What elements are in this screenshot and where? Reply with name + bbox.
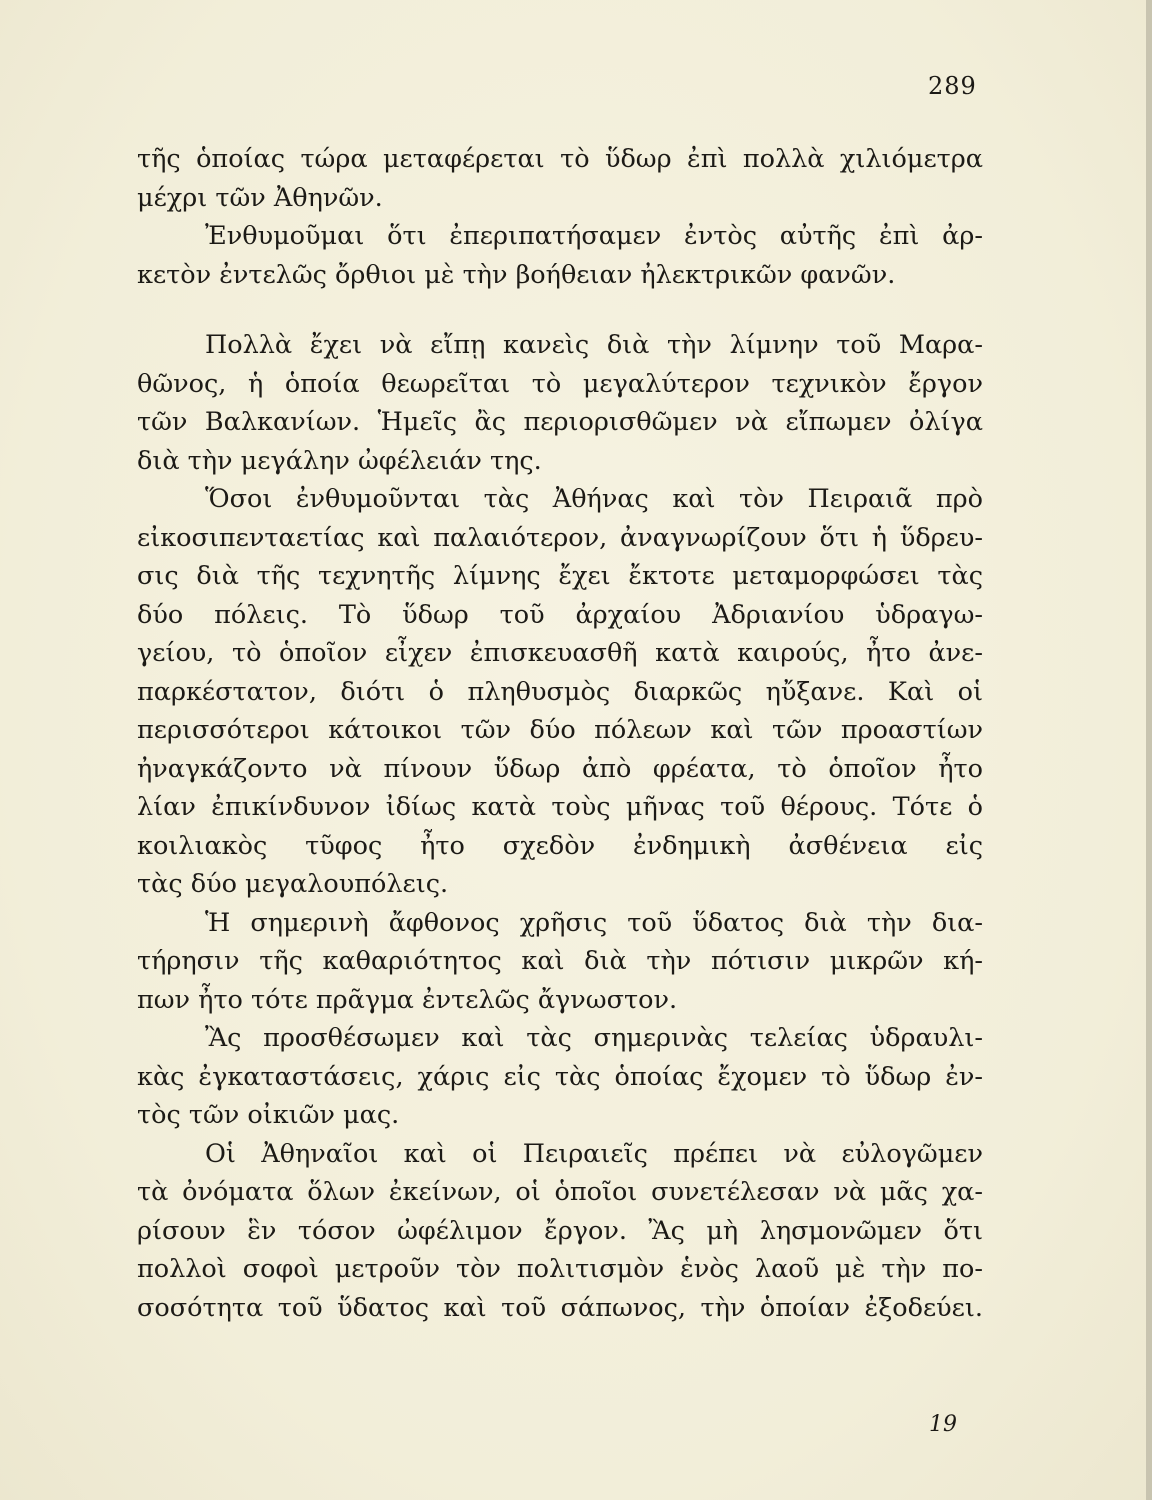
text-line: Ἡ σημερινὴ ἄφθονος χρῆσις τοῦ ὕδατος διὰ τὴν δια- [205,907,983,938]
text-line: σοσότητα τοῦ ὕδατος καὶ τοῦ σάπωνος, τὴν ὁποίαν ἐξοδεύει. [137,1292,983,1323]
text-line: κὰς ἐγκαταστάσεις, χάρις εἰς τὰς ὁποίας ἔχομεν τὸ ὕδωρ ἐν- [137,1061,983,1092]
text-line: παρκέστατον, διότι ὁ πληθυσμὸς διαρκῶς ηὔξανε. Καὶ οἱ [137,676,983,707]
text-line: κετὸν ἐντελῶς ὄρθιοι μὲ τὴν βοήθειαν ἠλεκτρικῶν φανῶν. [137,259,896,290]
text-line: εἰκοσιπενταετίας καὶ παλαιότερον, ἀναγνωρίζουν ὅτι ἡ ὕδρευ- [137,522,983,553]
text-line: Ὅσοι ἐνθυμοῦνται τὰς Ἀθήνας καὶ τὸν Πειραιᾶ πρὸ [205,484,983,514]
text-line: περισσότεροι κάτοικοι τῶν δύο πόλεων καὶ τῶν προαστίων [137,715,983,745]
text-line: τῶν Βαλκανίων. Ἡμεῖς ἂς περιορισθῶμεν νὰ εἴπωμεν ὀλίγα [137,407,983,437]
page-edge [1146,0,1152,1500]
text-line: τήρησιν τῆς καθαριότητος καὶ διὰ τὴν πότισιν μικρῶν κή- [137,946,983,976]
text-line: Πολλὰ ἔχει νὰ εἴπῃ κανεὶς διὰ τὴν λίμνην τοῦ Μαρα- [205,330,983,360]
page-number: 289 [928,72,977,100]
text-line: τὰς δύο μεγαλουπόλεις. [137,869,449,899]
text-line: σις διὰ τῆς τεχνητῆς λίμνης ἔχει ἔκτοτε μεταμορφώσει τὰς [137,561,983,591]
text-line: πων ἦτο τότε πρᾶγμα ἐντελῶς ἄγνωστον. [137,984,678,1015]
text-line: κοιλιακὸς τῦφος ἦτο σχεδὸν ἐνδημικὴ ἀσθένεια εἰς [137,830,983,861]
signature-mark: 19 [929,1412,957,1437]
text-line: ρίσουν ἓν τόσον ὠφέλιμον ἔργον. Ἂς μὴ λησμονῶμεν ὅτι [137,1215,983,1246]
text-line: δύο πόλεις. Τὸ ὕδωρ τοῦ ἀρχαίου Ἀδριανίου ὑδραγω- [137,599,983,630]
text-line: Ἂς προσθέσωμεν καὶ τὰς σημερινὰς τελείας ὑδραυλι- [205,1023,983,1053]
text-line: ἠναγκάζοντο νὰ πίνουν ὕδωρ ἀπὸ φρέατα, τὸ ὁποῖον ἦτο [137,753,983,784]
text-line: Ἐνθυμοῦμαι ὅτι ἐπεριπατήσαμεν ἐντὸς αὐτῆς ἐπὶ ἀρ- [205,221,983,251]
body-text [137,140,983,1327]
text-line: μέχρι τῶν Ἀθηνῶν. [137,182,383,213]
text-line: Οἱ Ἀθηναῖοι καὶ οἱ Πειραιεῖς πρέπει νὰ εὐλογῶμεν [205,1138,983,1169]
text-line: γείου, τὸ ὁποῖον εἶχεν ἐπισκευασθῆ κατὰ καιρούς, ἦτο ἀνε- [137,638,983,668]
text-line: διὰ τὴν μεγάλην ὠφέλειάν της. [137,445,542,476]
text-line: θῶνος, ἡ ὁποία θεωρεῖται τὸ μεγαλύτερον τεχνικὸν ἔργον [137,368,983,399]
text-line: τὰ ὀνόματα ὅλων ἐκείνων, οἱ ὁποῖοι συνετέλεσαν νὰ μᾶς χα- [137,1177,983,1207]
text-line: τῆς ὁποίας τώρα μεταφέρεται τὸ ὕδωρ ἐπὶ πολλὰ χιλιόμετρα [137,144,983,174]
text-line: τὸς τῶν οἰκιῶν μας. [137,1100,400,1130]
text-line: πολλοὶ σοφοὶ μετροῦν τὸν πολιτισμὸν ἑνὸς λαοῦ μὲ τὴν πο- [137,1254,983,1284]
text-line: λίαν ἐπικίνδυνον ἰδίως κατὰ τοὺς μῆνας τοῦ θέρους. Τότε ὁ [137,792,983,822]
